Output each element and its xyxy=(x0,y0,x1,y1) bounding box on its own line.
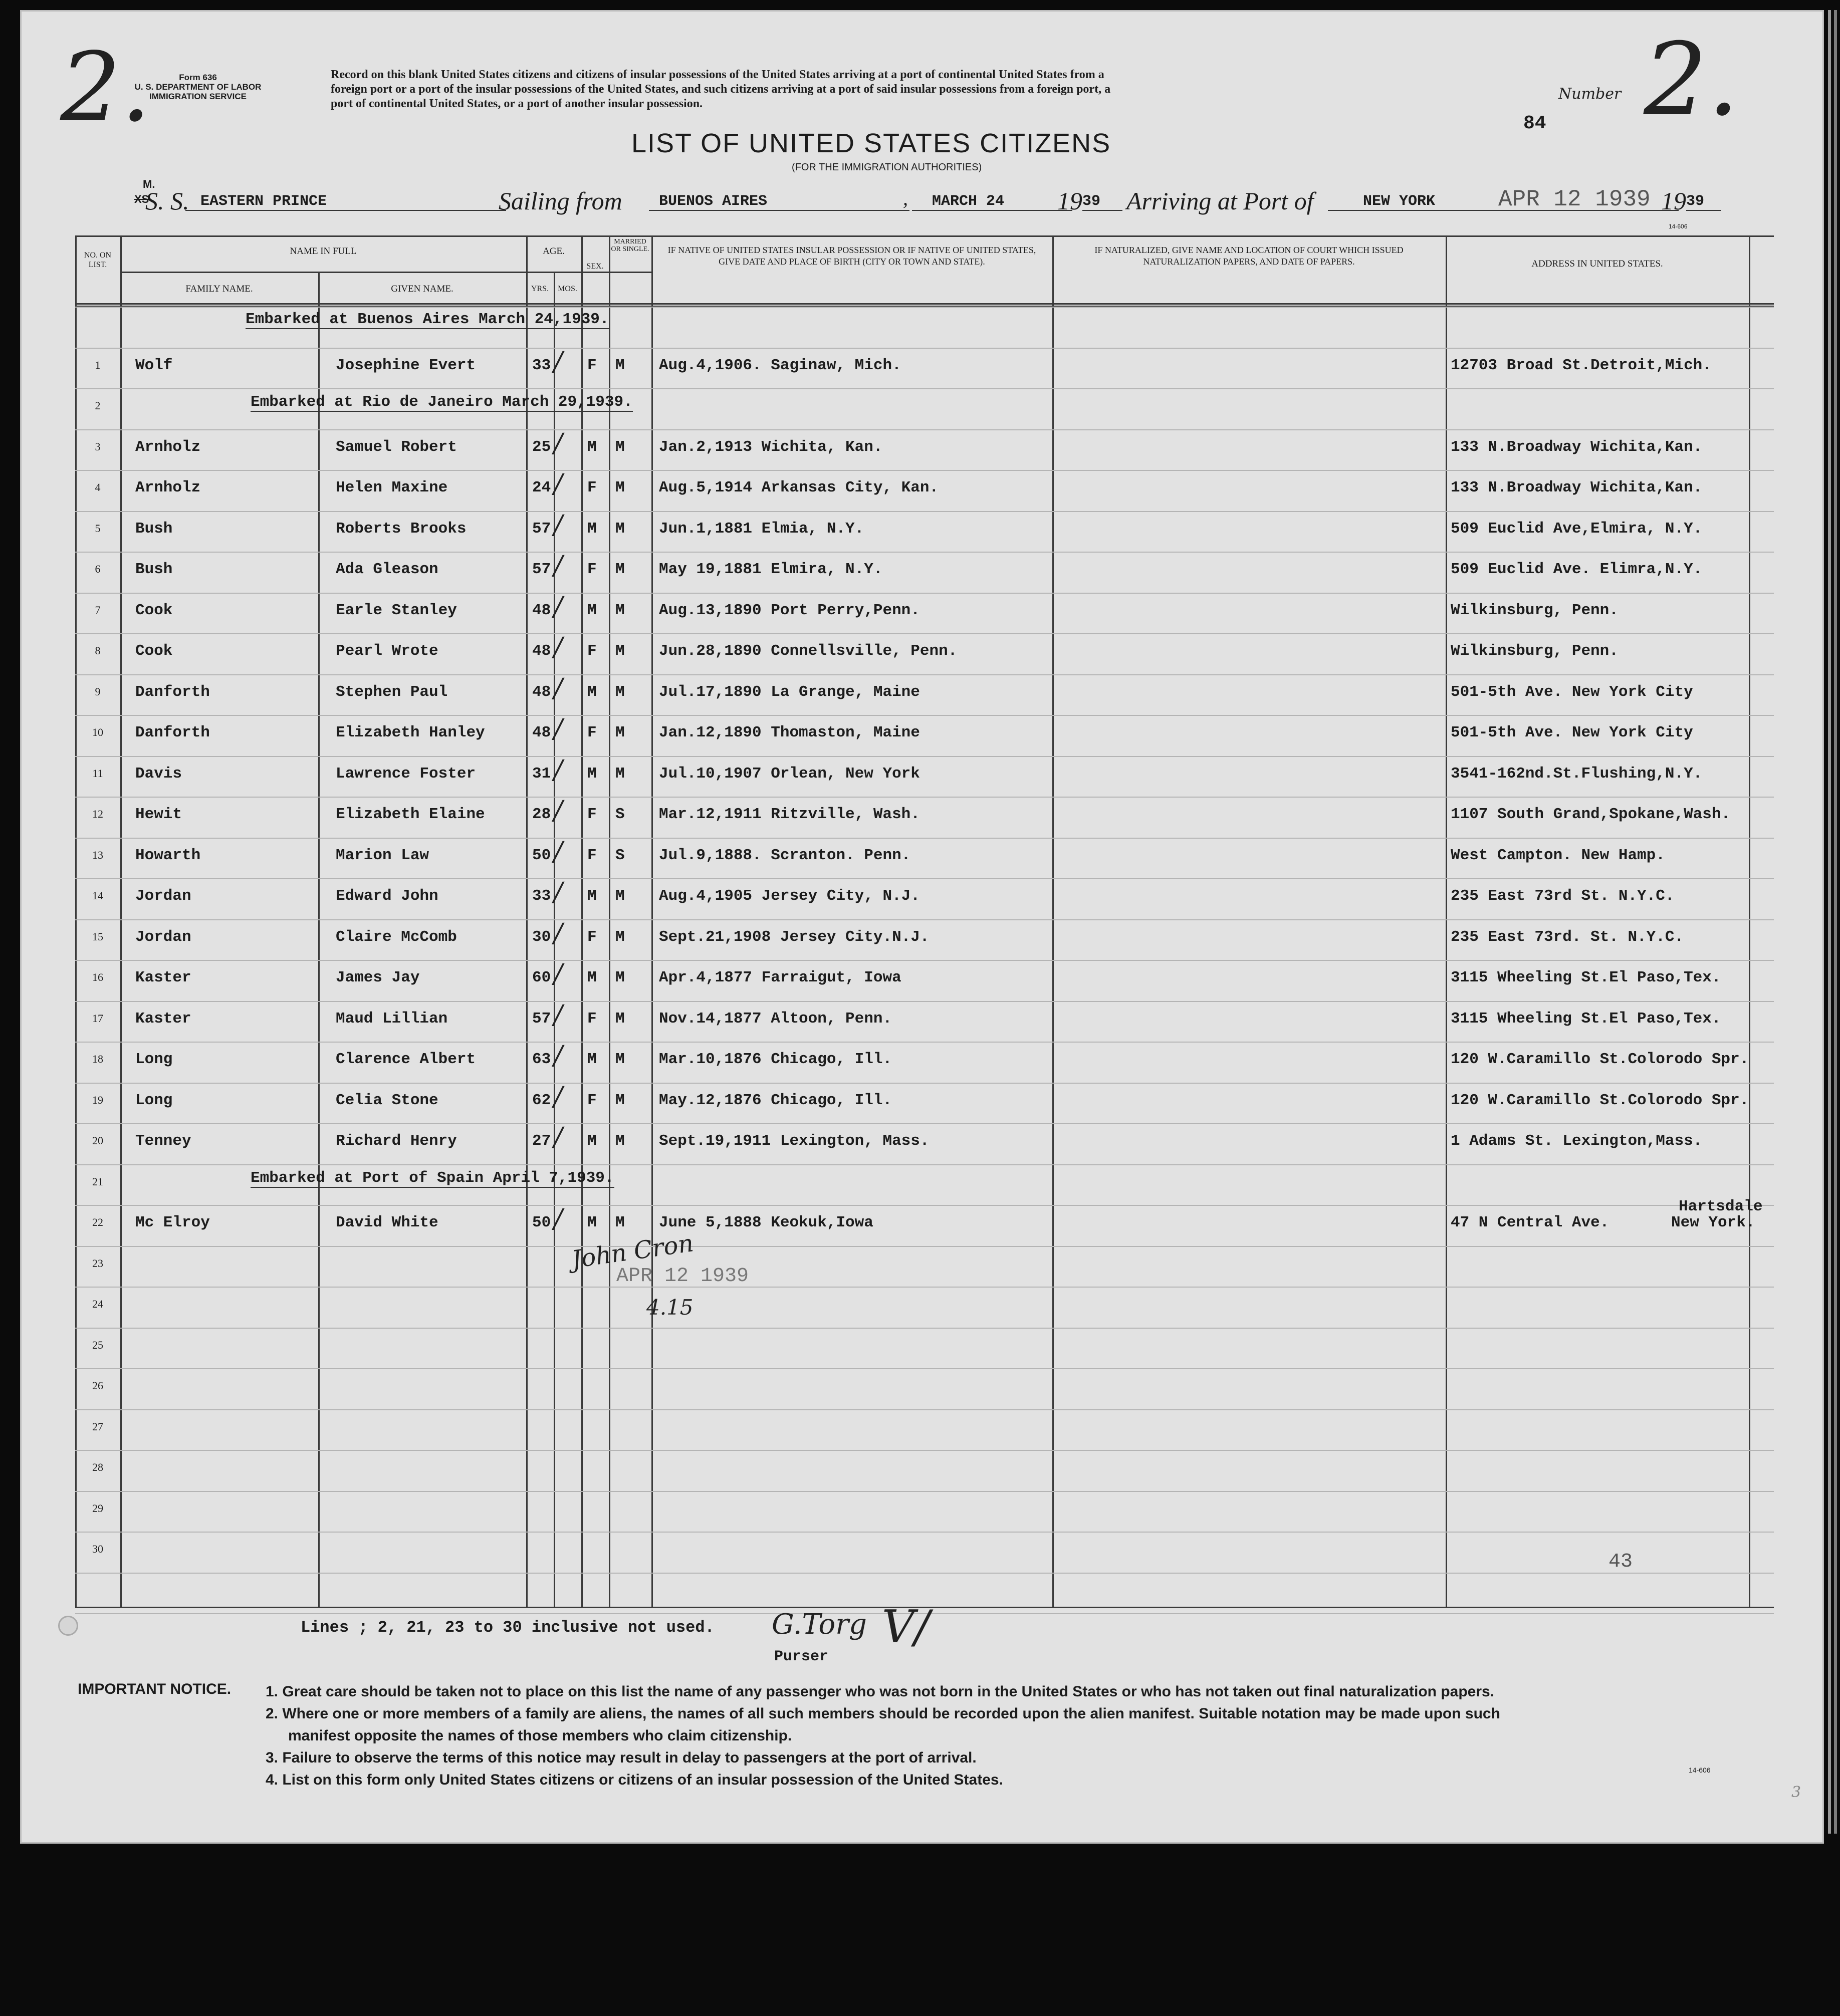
cell-family: Danforth xyxy=(135,683,210,701)
page-number: 3 xyxy=(1791,1784,1801,1801)
row-rule xyxy=(75,552,1774,553)
cell-yrs: 33 xyxy=(532,887,551,905)
cell-family: Bush xyxy=(135,561,173,578)
cell-family: Tenney xyxy=(135,1132,191,1150)
cell-given: Celia Stone xyxy=(336,1091,438,1109)
row-rule xyxy=(75,1287,1774,1288)
cell-birth: Aug.5,1914 Arkansas City, Kan. xyxy=(659,479,939,496)
cell-yrs: 50 xyxy=(532,846,551,864)
cell-ms: M xyxy=(615,356,625,374)
cell-yrs: 24 xyxy=(532,479,551,496)
cell-family: Arnholz xyxy=(135,479,201,496)
line-number: 12 xyxy=(92,808,103,820)
line-number: 18 xyxy=(92,1053,103,1065)
col-address: ADDRESS IN UNITED STATES. xyxy=(1531,259,1663,269)
number-label: Number xyxy=(1558,85,1622,103)
cell-given: Earle Stanley xyxy=(336,601,457,619)
cell-sex: F xyxy=(587,1091,597,1109)
service-name: IMMIGRATION SERVICE xyxy=(149,92,247,101)
cell-sex: F xyxy=(587,561,597,578)
tick-mark: / xyxy=(554,877,563,907)
cell-address: 509 Euclid Ave,Elmira, N.Y. xyxy=(1451,520,1703,538)
notice-4: 4. List on this form only United States citizens or citizens of an insular possession of the United States. xyxy=(266,1772,1003,1788)
line-number: 17 xyxy=(92,1012,103,1025)
cell-birth: Aug.4,1906. Saginaw, Mich. xyxy=(659,356,901,374)
preamble xyxy=(331,68,1508,111)
cell-birth: Aug.4,1905 Jersey City, N.J. xyxy=(659,887,920,905)
cell-ms: M xyxy=(615,1010,625,1028)
cell-family: Bush xyxy=(135,520,173,538)
col-age: AGE. xyxy=(543,246,565,257)
tick-mark: / xyxy=(554,551,563,581)
row-rule xyxy=(75,1573,1774,1574)
line-number: 27 xyxy=(92,1420,103,1433)
cell-given: Pearl Wrote xyxy=(336,642,438,660)
cell-address: 235 East 73rd St. N.Y.C. xyxy=(1451,887,1675,905)
cell-address: 3541-162nd.St.Flushing,N.Y. xyxy=(1451,765,1703,783)
row-rule xyxy=(75,797,1774,798)
line-number: 28 xyxy=(92,1461,103,1473)
cell-birth: Jan.12,1890 Thomaston, Maine xyxy=(659,724,920,741)
cell-yrs: 60 xyxy=(532,969,551,986)
cell-address: 509 Euclid Ave. Elimra,N.Y. xyxy=(1451,561,1703,578)
lines-not-used xyxy=(301,1618,715,1637)
row-rule xyxy=(75,674,1774,675)
sailing-label: Sailing from xyxy=(499,187,622,215)
line-number: 30 xyxy=(92,1543,103,1555)
line-number: 16 xyxy=(92,971,103,983)
row-rule xyxy=(75,1164,1774,1165)
line-number: 1 xyxy=(95,358,101,371)
cell-yrs: 48 xyxy=(532,724,551,741)
arrival-port: NEW YORK xyxy=(1328,193,1679,211)
embark-note: Embarked at Port of Spain April 7,1939. xyxy=(251,1169,614,1187)
row-rule xyxy=(75,1532,1774,1533)
col-name-in-full: NAME IN FULL xyxy=(290,246,357,257)
cell-family: Cook xyxy=(135,601,173,619)
cell-birth: Sept.21,1908 Jersey City.N.J. xyxy=(659,928,930,946)
cell-birth: May 19,1881 Elmira, N.Y. xyxy=(659,561,883,578)
col-given-name: GIVEN NAME. xyxy=(391,284,453,294)
cell-ms: M xyxy=(615,1214,625,1231)
col-yrs: YRS. xyxy=(531,285,549,293)
line-number: 20 xyxy=(92,1134,103,1147)
cell-address: 501-5th Ave. New York City xyxy=(1451,683,1693,701)
header-bottom-rule xyxy=(75,303,1774,305)
cell-given: Roberts Brooks xyxy=(336,520,467,538)
cell-yrs: 25 xyxy=(532,438,551,456)
cell-yrs: 57 xyxy=(532,1010,551,1028)
inspector-signature: John Cron xyxy=(570,1229,696,1274)
passenger-table xyxy=(75,235,1774,1608)
preamble-line-3: port of continental United States, or a port of another insular possession. xyxy=(331,97,703,110)
sailing-year: 39 xyxy=(1082,193,1122,211)
cell-sex: F xyxy=(587,642,597,660)
row-rule xyxy=(75,1123,1774,1124)
col-mos: MOS. xyxy=(558,285,577,293)
tick-mark: / xyxy=(554,836,563,867)
purser-initials: V/ xyxy=(882,1601,930,1653)
cell-yrs: 28 xyxy=(532,806,551,823)
cell-sex: F xyxy=(587,846,597,864)
row-rule xyxy=(75,878,1774,879)
cell-sex: F xyxy=(587,724,597,741)
cell-sex: M xyxy=(587,1051,597,1068)
col-no-on-list: NO. ON LIST. xyxy=(84,251,112,269)
line-number: 19 xyxy=(92,1093,103,1106)
cell-birth: Sept.19,1911 Lexington, Mass. xyxy=(659,1132,930,1150)
cell-family: Hewit xyxy=(135,806,182,823)
cell-family: Mc Elroy xyxy=(135,1214,210,1231)
cell-ms: M xyxy=(615,1132,625,1150)
arrival-year-prefix: 19 xyxy=(1661,187,1686,215)
cell-sex: M xyxy=(587,438,597,456)
line-number: 2 xyxy=(95,399,101,412)
arriving-label: Arriving at Port of xyxy=(1126,187,1314,215)
row-rule xyxy=(75,633,1774,634)
cell-given: Maud Lillian xyxy=(336,1010,448,1028)
tick-mark: / xyxy=(554,510,563,540)
cell-yrs: 48 xyxy=(532,601,551,619)
row-rule xyxy=(75,1042,1774,1043)
row-rule xyxy=(75,960,1774,961)
tick-mark: / xyxy=(554,1204,563,1234)
cell-address: 235 East 73rd. St. N.Y.C. xyxy=(1451,928,1684,946)
row-rule xyxy=(75,593,1774,594)
col-family-name: FAMILY NAME. xyxy=(185,284,253,294)
cell-given: Elizabeth Elaine xyxy=(336,806,485,823)
cell-ms: M xyxy=(615,683,625,701)
cell-birth: Nov.14,1877 Altoon, Penn. xyxy=(659,1010,892,1028)
cell-family: Davis xyxy=(135,765,182,783)
cell-yrs: 48 xyxy=(532,683,551,701)
cell-given: Lawrence Foster xyxy=(336,765,476,783)
handwritten-list-number: 2. xyxy=(60,32,151,143)
cell-given: Josephine Evert xyxy=(336,356,476,374)
department-name: U. S. DEPARTMENT OF LABOR xyxy=(134,82,262,92)
cell-ms: M xyxy=(615,479,625,496)
cell-family: Wolf xyxy=(135,356,173,374)
inspection-date: 4.15 xyxy=(646,1295,694,1320)
tick-mark: / xyxy=(554,714,563,744)
line-number: 11 xyxy=(92,767,103,780)
sheet-edge xyxy=(1834,10,1837,1834)
cell-ms: M xyxy=(615,1051,625,1068)
line-number: 21 xyxy=(92,1175,103,1188)
cell-family: Jordan xyxy=(135,887,191,905)
form-id-block xyxy=(115,73,281,101)
cell-ms: M xyxy=(615,561,625,578)
embark-note-buenos-aires: Embarked at Buenos Aires March 24,1939. xyxy=(246,311,609,328)
cell-ms: M xyxy=(615,642,625,660)
row-rule xyxy=(75,1450,1774,1451)
inspection-stamp: APR 12 1939 xyxy=(616,1265,749,1288)
ss-prefix-crossed: XS xyxy=(134,193,149,205)
cell-given: James Jay xyxy=(336,969,420,986)
table-body xyxy=(75,307,1774,1607)
lines-label: Lines xyxy=(301,1618,349,1637)
cell-ms: S xyxy=(615,806,625,823)
sailing-port: BUENOS AIRES xyxy=(649,193,909,211)
row-rule xyxy=(75,1083,1774,1084)
col-married: MARRIED OR SINGLE. xyxy=(611,238,649,253)
cell-birth: June 5,1888 Keokuk,Iowa xyxy=(659,1214,873,1231)
cell-ms: M xyxy=(615,969,625,986)
cell-yrs: 63 xyxy=(532,1051,551,1068)
cell-yrs: 57 xyxy=(532,520,551,538)
notice-3: 3. Failure to observe the terms of this notice may result in delay to passengers at the port of arrival. xyxy=(266,1749,977,1766)
row-rule xyxy=(75,511,1774,512)
lines-text: ; 2, 21, 23 to 30 inclusive not used. xyxy=(358,1618,715,1637)
row-rule xyxy=(75,1205,1774,1206)
tick-mark: / xyxy=(554,469,563,499)
cell-address: 1107 South Grand,Spokane,Wash. xyxy=(1451,806,1731,823)
line-number: 5 xyxy=(95,522,101,535)
tick-mark: / xyxy=(554,796,563,826)
cell-birth: Jul.9,1888. Scranton. Penn. xyxy=(659,846,911,864)
cell-family: Danforth xyxy=(135,724,210,741)
arrival-date-stamp: APR 12 1939 xyxy=(1498,186,1651,212)
cell-family: Jordan xyxy=(135,928,191,946)
cell-sex: F xyxy=(587,928,597,946)
line-number: 14 xyxy=(92,889,103,902)
cell-sex: M xyxy=(587,887,597,905)
tick-mark: / xyxy=(554,346,563,377)
row-rule xyxy=(75,1328,1774,1329)
cell-given: Claire McComb xyxy=(336,928,457,946)
line-number: 3 xyxy=(95,440,101,453)
cell-address-line3: New York. xyxy=(1671,1214,1755,1231)
preamble-line-1: Record on this blank United States citizens and citizens of insular possessions of the United States arriving at a port of continental United States from a xyxy=(331,68,1104,81)
cell-family: Long xyxy=(135,1091,173,1109)
cell-sex: M xyxy=(587,969,597,986)
cell-given: Ada Gleason xyxy=(336,561,438,578)
row-rule xyxy=(75,429,1774,430)
table-top-rule xyxy=(75,235,1774,237)
cell-yrs: 33 xyxy=(532,356,551,374)
cell-address: Wilkinsburg, Penn. xyxy=(1451,601,1619,619)
cell-birth: Jun.1,1881 Elmia, N.Y. xyxy=(659,520,864,538)
cell-yrs: 31 xyxy=(532,765,551,783)
cell-sex: M xyxy=(587,765,597,783)
tick-mark: / xyxy=(554,918,563,948)
cell-birth: Jul.17,1890 La Grange, Maine xyxy=(659,683,920,701)
cell-birth: Mar.10,1876 Chicago, Ill. xyxy=(659,1051,892,1068)
cell-ms: M xyxy=(615,1091,625,1109)
arrival-year: 39 xyxy=(1686,193,1721,211)
col-sex: SEX. xyxy=(586,262,604,271)
notice-title: IMPORTANT NOTICE. xyxy=(78,1681,232,1697)
cell-given: Edward John xyxy=(336,887,438,905)
purser-signature: G.Torg xyxy=(772,1608,867,1641)
cell-ms: M xyxy=(615,765,625,783)
line-number: 26 xyxy=(92,1379,103,1392)
list-number-value: 2. xyxy=(1644,22,1739,138)
row-rule xyxy=(75,756,1774,757)
line-number: 25 xyxy=(92,1338,103,1351)
cell-yrs: 57 xyxy=(532,561,551,578)
stamp-number: 84 xyxy=(1523,113,1546,134)
name-subheader-rule xyxy=(120,272,651,273)
cell-yrs: 50 xyxy=(532,1214,551,1231)
cell-given: Helen Maxine xyxy=(336,479,448,496)
cell-sex: F xyxy=(587,806,597,823)
cell-family: Cook xyxy=(135,642,173,660)
notice-1: 1. Great care should be taken not to place on this list the name of any passenger who was not born in the United States or who has not taken out final naturalization papers. xyxy=(266,1683,1495,1700)
sheet-edge xyxy=(1828,10,1831,1834)
cell-address: 133 N.Broadway Wichita,Kan. xyxy=(1451,438,1703,456)
cell-sex: M xyxy=(587,683,597,701)
cell-yrs: 30 xyxy=(532,928,551,946)
cell-birth: Apr.4,1877 Farraigut, Iowa xyxy=(659,969,901,986)
sailing-year-prefix: 19 xyxy=(1057,187,1082,215)
cell-given: David White xyxy=(336,1214,438,1231)
purser-label: Purser xyxy=(774,1648,829,1665)
cell-address: 47 N Central Ave. xyxy=(1451,1214,1609,1231)
page-title: LIST OF UNITED STATES CITIZENS xyxy=(631,128,1111,158)
cell-address: Wilkinsburg, Penn. xyxy=(1451,642,1619,660)
line-number: 29 xyxy=(92,1501,103,1515)
tick-mark: / xyxy=(554,591,563,622)
cell-address: 3115 Wheeling St.El Paso,Tex. xyxy=(1451,969,1721,986)
form-number: Form 636 xyxy=(179,73,217,82)
cell-given: Stephen Paul xyxy=(336,683,448,701)
cell-ms: M xyxy=(615,887,625,905)
cell-birth: Jul.10,1907 Orlean, New York xyxy=(659,765,920,783)
tick-mark: / xyxy=(554,999,563,1030)
tick-mark: / xyxy=(554,673,563,703)
footer-code: 14-606 xyxy=(1689,1766,1711,1774)
row-rule xyxy=(75,1246,1774,1247)
row-rule xyxy=(75,838,1774,839)
cell-ms: M xyxy=(615,438,625,456)
cell-address-line2: Hartsdale xyxy=(1679,1198,1763,1215)
cell-family: Arnholz xyxy=(135,438,201,456)
ss-label: S. S. xyxy=(145,187,189,215)
row-rule xyxy=(75,715,1774,716)
row-rule xyxy=(75,1491,1774,1492)
sailing-date: MARCH 24 xyxy=(912,193,1072,211)
cell-birth: Jun.28,1890 Connellsville, Penn. xyxy=(659,642,958,660)
cell-family: Kaster xyxy=(135,969,191,986)
cell-address: 1 Adams St. Lexington,Mass. xyxy=(1451,1132,1703,1150)
cell-address: 120 W.Caramillo St.Colorodo Spr. xyxy=(1451,1091,1749,1109)
cell-birth: Aug.13,1890 Port Perry,Penn. xyxy=(659,601,920,619)
line-number: 23 xyxy=(92,1256,103,1270)
cell-yrs: 48 xyxy=(532,642,551,660)
cell-ms: M xyxy=(615,928,625,946)
line-number: 6 xyxy=(95,563,101,575)
line-number: 4 xyxy=(95,481,101,493)
line-number: 7 xyxy=(95,603,101,616)
tick-mark: / xyxy=(554,428,563,458)
cell-address: 3115 Wheeling St.El Paso,Tex. xyxy=(1451,1010,1721,1028)
cell-given: Samuel Robert xyxy=(336,438,457,456)
cell-ms: S xyxy=(615,846,625,864)
notice-list xyxy=(266,1681,1769,1791)
ss-prefix-m: M. xyxy=(143,178,155,190)
line-number: 22 xyxy=(92,1216,103,1228)
cell-sex: M xyxy=(587,1214,597,1231)
cell-sex: M xyxy=(587,601,597,619)
cell-sex: F xyxy=(587,479,597,496)
binder-hole xyxy=(58,1616,78,1636)
tick-mark: / xyxy=(554,632,563,662)
tick-mark: / xyxy=(554,959,563,989)
tick-mark: / xyxy=(554,1122,563,1152)
embark-note: Embarked at Rio de Janeiro March 29,1939. xyxy=(251,393,633,411)
ship-name: EASTERN PRINCE xyxy=(185,193,506,211)
small-code: 14-606 xyxy=(1669,223,1688,230)
cell-birth: Mar.12,1911 Ritzville, Wash. xyxy=(659,806,920,823)
line-number: 15 xyxy=(92,930,103,943)
line-number: 13 xyxy=(92,848,103,861)
col-birth: IF NATIVE OF UNITED STATES INSULAR POSSESSION OR IF NATIVE OF UNITED STATES, GIVE DATE AND PLACE OF BIRTH (CITY OR TOWN AND STATE). xyxy=(667,245,1036,267)
comma-1: , xyxy=(903,187,908,209)
col-naturalized: IF NATURALIZED, GIVE NAME AND LOCATION OF COURT WHICH ISSUED NATURALIZATION PAPERS, AND DATE OF PAPERS. xyxy=(1094,245,1404,267)
cell-birth: Jan.2,1913 Wichita, Kan. xyxy=(659,438,883,456)
line-number: 8 xyxy=(95,644,101,657)
manifest-sheet xyxy=(20,10,1824,1844)
notice-2-cont: manifest opposite the names of those members who claim citizenship. xyxy=(288,1727,792,1744)
line-number: 10 xyxy=(92,726,103,738)
cell-family: Long xyxy=(135,1051,173,1068)
cell-sex: F xyxy=(587,356,597,374)
notice-2: 2. Where one or more members of a family are aliens, the names of all such members should be recorded upon the alien manifest. Suitable notation may be made upon such xyxy=(266,1705,1500,1722)
tick-mark: / xyxy=(554,1041,563,1071)
row-rule xyxy=(75,1001,1774,1002)
cell-sex: F xyxy=(587,1010,597,1028)
cell-given: Richard Henry xyxy=(336,1132,457,1150)
cell-family: Howarth xyxy=(135,846,201,864)
cell-sex: M xyxy=(587,520,597,538)
row-rule xyxy=(75,307,1774,308)
row-rule xyxy=(75,919,1774,920)
cell-yrs: 62 xyxy=(532,1091,551,1109)
tick-mark: / xyxy=(554,1081,563,1112)
row-rule xyxy=(75,388,1774,389)
tick-mark: / xyxy=(554,754,563,785)
row-rule xyxy=(75,1409,1774,1410)
cell-address: 501-5th Ave. New York City xyxy=(1451,724,1693,741)
cell-address: 12703 Broad St.Detroit,Mich. xyxy=(1451,356,1712,374)
cell-ms: M xyxy=(615,520,625,538)
row-rule xyxy=(75,470,1774,471)
line-number: 24 xyxy=(92,1298,103,1310)
cell-ms: M xyxy=(615,724,625,741)
page-total: 43 xyxy=(1608,1551,1633,1573)
cell-yrs: 27 xyxy=(532,1132,551,1150)
line-number: 9 xyxy=(95,685,101,698)
cell-address: West Campton. New Hamp. xyxy=(1451,846,1665,864)
cell-sex: M xyxy=(587,1132,597,1150)
row-rule xyxy=(75,348,1774,349)
cell-given: Clarence Albert xyxy=(336,1051,476,1068)
row-rule xyxy=(75,1368,1774,1369)
page-subtitle: (FOR THE IMMIGRATION AUTHORITIES) xyxy=(792,162,982,173)
cell-address: 133 N.Broadway Wichita,Kan. xyxy=(1451,479,1703,496)
cell-family: Kaster xyxy=(135,1010,191,1028)
cell-given: Marion Law xyxy=(336,846,429,864)
cell-address: 120 W.Caramillo St.Colorodo Spr. xyxy=(1451,1051,1749,1068)
cell-birth: May.12,1876 Chicago, Ill. xyxy=(659,1091,892,1109)
cell-given: Elizabeth Hanley xyxy=(336,724,485,741)
preamble-line-2: foreign port or a port of the insular possessions of the United States, and such citizens arriving at a port of said insular possessions from a foreign port, a xyxy=(331,83,1111,96)
cell-ms: M xyxy=(615,601,625,619)
